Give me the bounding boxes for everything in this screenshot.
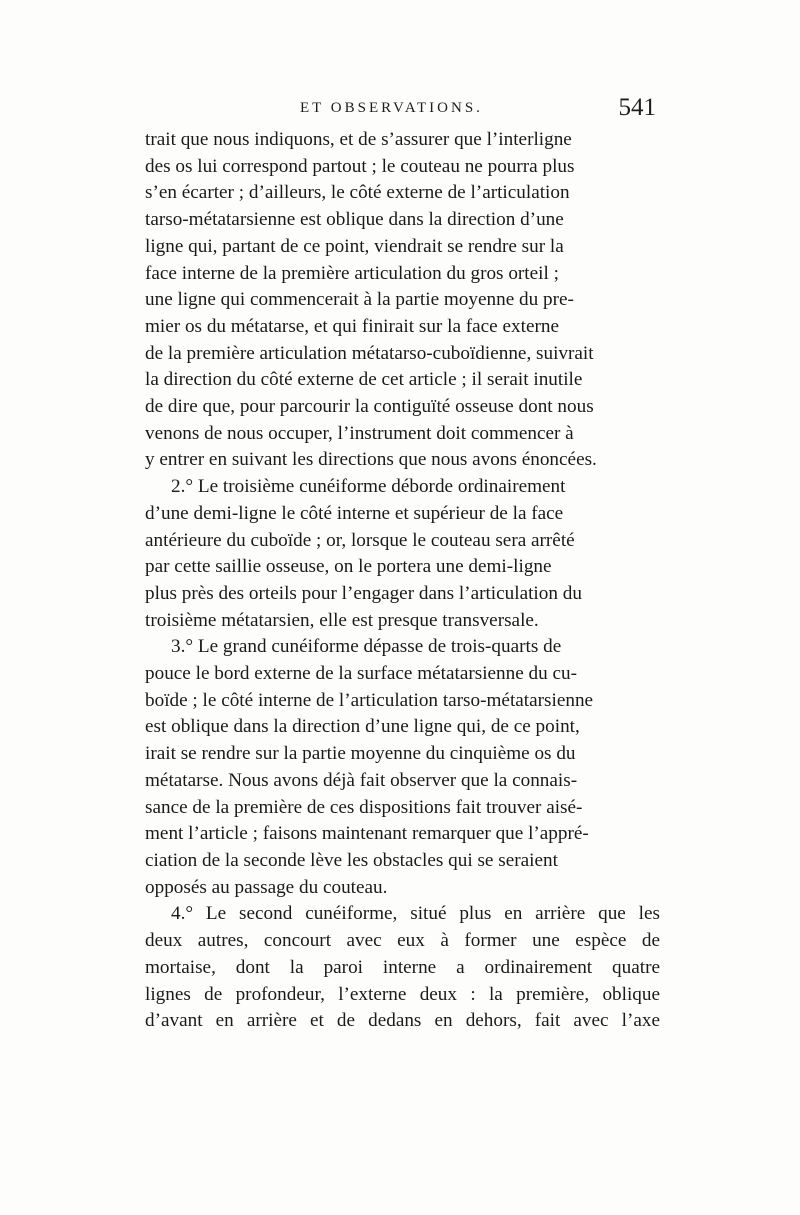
text-line: de la première articulation métatarso-cuboïdienne, suivrait	[145, 342, 594, 364]
text-line: irait se rendre sur la partie moyenne du cinquième os du	[145, 743, 576, 765]
text-line: boïde ; le côté interne de l’articulation tarso-métatarsienne	[145, 689, 594, 711]
text-line: s’en écarter ; d’ailleurs, le côté externe de l’articulation	[145, 182, 570, 204]
text-line: la direction du côté externe de cet article ; il serait inutile	[145, 369, 583, 391]
text-line: d’avant en arrière et de dedans en dehors, fait avec l’axe	[145, 1010, 660, 1032]
text-line: face interne de la première articulation du gros orteil ;	[145, 262, 559, 284]
text-line: mier os du métatarse, et qui finirait sur la face externe	[145, 315, 559, 337]
text-line: par cette saillie osseuse, on le portera une demi-ligne	[145, 556, 552, 578]
text-line: de dire que, pour parcourir la contiguïté osseuse dont nous	[145, 396, 594, 418]
text-line: venons de nous occuper, l’instrument doit commencer à	[145, 422, 574, 444]
text-line: une ligne qui commencerait à la partie moyenne du pre-	[145, 289, 574, 311]
text-line: est oblique dans la direction d’une ligne qui, de ce point,	[145, 716, 580, 738]
text-line: deux autres, concourt avec eux à former une espèce de	[145, 930, 660, 952]
text-line: trait que nous indiquons, et de s’assurer que l’interligne	[145, 129, 572, 150]
body-text	[145, 127, 660, 1035]
text-line: des os lui correspond partout ; le couteau ne pourra plus	[145, 155, 575, 177]
text-line: y entrer en suivant les directions que nous avons énoncées.	[145, 449, 597, 471]
running-head: ET OBSERVATIONS.	[300, 100, 483, 116]
text-line: 4.° Le second cunéiforme, situé plus en arrière que les	[171, 903, 660, 925]
text-line: ligne qui, partant de ce point, viendrait se rendre sur la	[145, 235, 564, 257]
text-line: mortaise, dont la paroi interne a ordinairement quatre	[145, 956, 660, 978]
page-number: 541	[618, 94, 656, 121]
text-line: opposés au passage du couteau.	[145, 876, 388, 898]
paragraph-2	[145, 474, 660, 634]
paragraph-4	[145, 901, 660, 1035]
text-line: plus près des orteils pour l’engager dans l’articulation du	[145, 582, 582, 604]
paragraph-3	[145, 634, 660, 901]
text-line: ment l’article ; faisons maintenant remarquer que l’appré-	[145, 823, 589, 845]
text-line: lignes de profondeur, l’externe deux : la première, oblique	[145, 983, 660, 1005]
text-line: d’une demi-ligne le côté interne et supérieur de la face	[145, 502, 564, 524]
text-line: 3.° Le grand cunéiforme dépasse de trois-quarts de	[171, 636, 562, 658]
page-header	[145, 94, 660, 128]
text-line: tarso-métatarsienne est oblique dans la direction d’une	[145, 209, 564, 231]
text-line: sance de la première de ces dispositions fait trouver aisé-	[145, 796, 583, 818]
text-line: pouce le bord externe de la surface métatarsienne du cu-	[145, 663, 578, 685]
text-line: ciation de la seconde lève les obstacles qui se seraient	[145, 849, 558, 871]
text-line: troisième métatarsien, elle est presque transversale.	[145, 609, 539, 631]
text-line: métatarse. Nous avons déjà fait observer que la connais-	[145, 769, 578, 791]
paragraph-continuation	[145, 127, 660, 474]
text-line: antérieure du cuboïde ; or, lorsque le couteau sera arrêté	[145, 529, 575, 551]
text-line: 2.° Le troisième cunéiforme déborde ordinairement	[171, 476, 566, 498]
